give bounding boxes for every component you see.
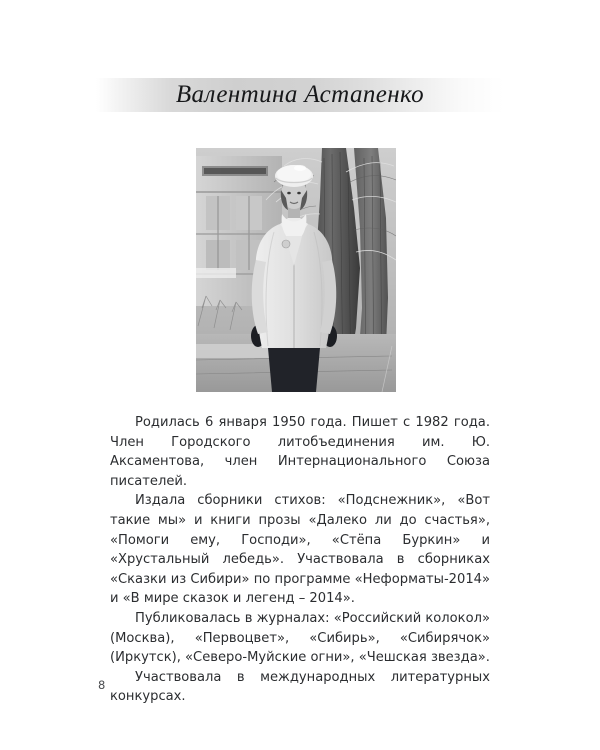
portrait-illustration [196, 148, 396, 392]
biography-text [110, 413, 490, 707]
title-banner [96, 78, 504, 112]
paragraph-4: Участвовала в международных литературных конкурсах. [110, 669, 490, 705]
paragraph-1: Родилась 6 января 1950 года. Пишет с 1982 года. Член Городского литобъединения им. Ю. Аксаментова, член Интернационального Союза писателей. [110, 415, 490, 489]
paragraph-3: Публиковалась в журналах: «Российский колокол» (Москва), «Первоцвет», «Сибирь», «Сибирячок» (Иркутск), «Северо-Муйские огни», «Чешская звезда». [110, 610, 490, 666]
paragraph-2: Издала сборники стихов: «Подснежник», «Вот такие мы» и книги прозы «Далеко ли до счастья», «Помоги ему, Господи», «Стёпа Буркин» и «Хрустальный лебедь». Участвовала в сборниках «Сказки из Сибири» по программе «Неформаты-2014» и «В мире сказок и легенд – 2014». [110, 493, 490, 607]
author-portrait-photo [196, 148, 396, 392]
page-title: Валентина Астапенко [175, 80, 425, 108]
page-number: 8 [98, 678, 106, 692]
